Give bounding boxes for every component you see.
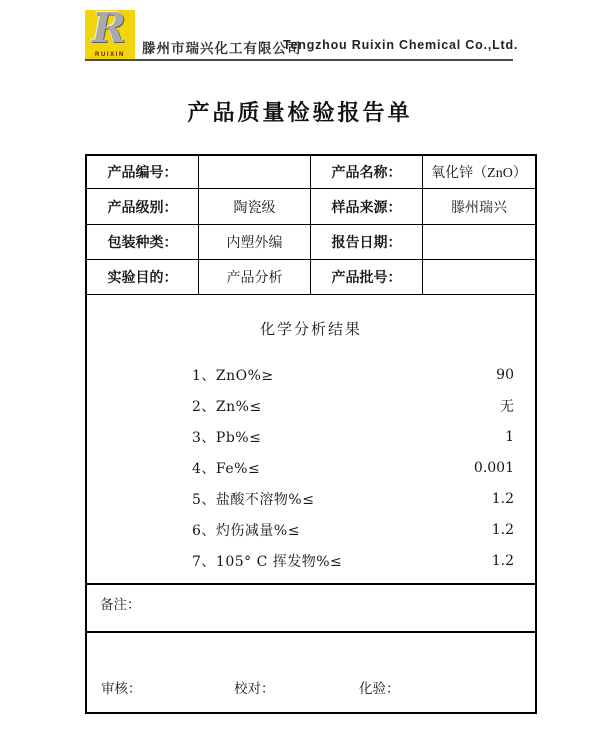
label-batch-number: 产品批号： bbox=[311, 260, 423, 295]
analysis-item-label: 6、灼伤减量%≤ bbox=[192, 522, 300, 539]
analysis-items bbox=[87, 359, 535, 576]
proofread-label: 校对： bbox=[234, 681, 275, 696]
analysis-item-value: 1.2 bbox=[491, 552, 514, 569]
analysis-section bbox=[87, 295, 535, 585]
info-grid bbox=[87, 156, 535, 295]
analysis-item bbox=[87, 421, 535, 452]
value-product-code bbox=[199, 156, 311, 189]
analysis-item bbox=[87, 514, 535, 545]
analysis-item-value: 0.001 bbox=[473, 459, 514, 476]
logo-r-glyph: R bbox=[92, 10, 127, 52]
remarks-label: 备注： bbox=[100, 597, 141, 612]
page-title: 产品质量检验报告单 bbox=[187, 100, 413, 125]
report-table bbox=[85, 154, 537, 714]
header-divider bbox=[85, 59, 513, 61]
label-sample-source: 样品来源： bbox=[311, 189, 423, 225]
analysis-item-value: 90 bbox=[496, 366, 514, 383]
analysis-item-label: 3、Pb%≤ bbox=[192, 429, 262, 446]
label-test-purpose: 实验目的： bbox=[87, 260, 199, 295]
analysis-item-label: 1、ZnO%≥ bbox=[192, 367, 274, 384]
company-name-en: Tengzhou Ruixin Chemical Co.,Ltd. bbox=[283, 38, 519, 52]
value-product-name: 氧化锌（ZnO） bbox=[423, 156, 535, 189]
value-test-purpose: 产品分析 bbox=[199, 260, 311, 295]
value-package-type: 内塑外编 bbox=[199, 225, 311, 260]
value-product-grade: 陶瓷级 bbox=[199, 189, 311, 225]
review-label: 审核： bbox=[101, 681, 142, 696]
company-logo bbox=[85, 10, 135, 60]
analysis-item bbox=[87, 545, 535, 576]
analysis-section-title: 化学分析结果 bbox=[259, 320, 362, 338]
label-product-name: 产品名称： bbox=[311, 156, 423, 189]
analysis-item bbox=[87, 359, 535, 390]
signature-row bbox=[87, 633, 535, 710]
label-package-type: 包装种类： bbox=[87, 225, 199, 260]
label-product-code: 产品编号： bbox=[87, 156, 199, 189]
analysis-item bbox=[87, 390, 535, 421]
analysis-item bbox=[87, 452, 535, 483]
logo-brand-text: RUIXIN bbox=[95, 52, 125, 58]
analysis-item bbox=[87, 483, 535, 514]
analysis-item-value: 1 bbox=[505, 428, 514, 445]
remarks-row bbox=[87, 585, 535, 633]
analysis-item-value: 1.2 bbox=[491, 521, 514, 538]
company-name-cn: 滕州市瑞兴化工有限公司 bbox=[142, 41, 302, 56]
analysis-item-label: 4、Fe%≤ bbox=[192, 460, 261, 477]
value-report-date bbox=[423, 225, 535, 260]
analysis-item-label: 5、盐酸不溶物%≤ bbox=[192, 491, 315, 508]
value-batch-number bbox=[423, 260, 535, 295]
analysis-item-label: 2、Zn%≤ bbox=[192, 398, 262, 415]
label-report-date: 报告日期： bbox=[311, 225, 423, 260]
analysis-item-value: 无 bbox=[500, 398, 514, 415]
assay-label: 化验： bbox=[359, 681, 400, 696]
value-sample-source: 滕州瑞兴 bbox=[423, 189, 535, 225]
label-product-grade: 产品级别： bbox=[87, 189, 199, 225]
analysis-item-label: 7、105° C 挥发物%≤ bbox=[192, 553, 343, 570]
analysis-item-value: 1.2 bbox=[491, 490, 514, 507]
